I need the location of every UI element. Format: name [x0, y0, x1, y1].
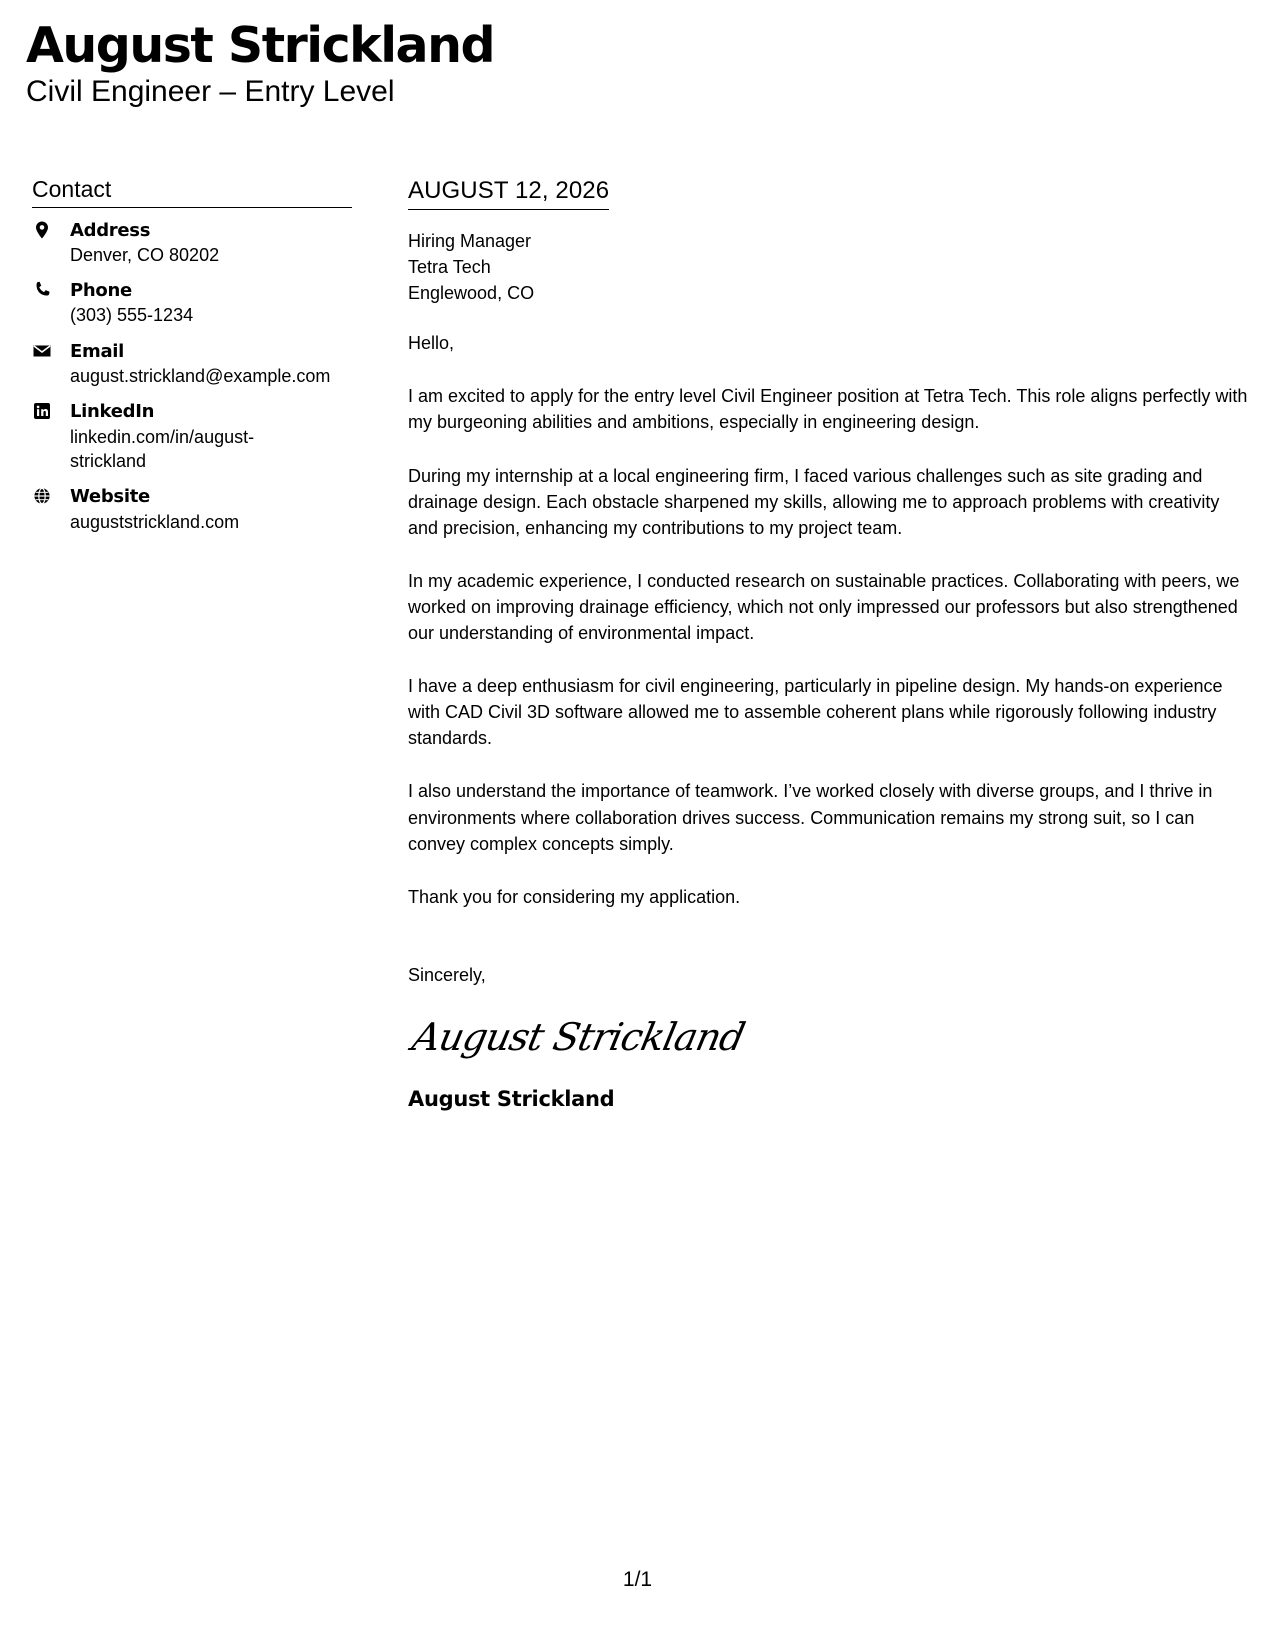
map-pin-icon — [32, 220, 52, 240]
contact-item-phone — [32, 279, 352, 328]
recipient-block — [408, 228, 1253, 306]
contact-sidebar — [32, 176, 352, 546]
handwritten-signature: August Strickland — [408, 1014, 749, 1059]
recipient-line: Hiring Manager — [408, 231, 532, 251]
website-label: Website — [70, 486, 150, 508]
contact-item-email — [32, 340, 352, 389]
linkedin-value[interactable]: linkedin.com/in/august-strickland — [70, 426, 255, 471]
body-paragraph: I have a deep enthusiasm for civil engineering, particularly in pipeline design. My hands-on experience with CAD Civil 3D software allowed me to assemble coherent plans while rigorously following industry standards. — [408, 676, 1223, 749]
website-value[interactable]: auguststrickland.com — [70, 511, 240, 532]
address-value: Denver, CO 80202 — [70, 244, 220, 265]
body-paragraph: I also understand the importance of teamwork. I’ve worked closely with diverse groups, and I thrive in environments where collaboration drives success. Communication remains my strong suit, so I can convey complex concepts simply. — [408, 781, 1213, 854]
body-paragraph: During my internship at a local engineering firm, I faced various challenges such as site grading and drainage design. Each obstacle sharpened my skills, allowing me to approach problems with creativity and precision, enhancing my contributions to my project team. — [408, 465, 1220, 538]
globe-icon — [32, 486, 52, 506]
job-title: Civil Engineer – Entry Level — [26, 74, 395, 108]
recipient-line: Tetra Tech — [408, 257, 491, 278]
contact-item-website — [32, 485, 352, 534]
letter-date: AUGUST 12, 2026 — [408, 176, 609, 210]
sign-off: Sincerely, — [408, 964, 486, 985]
address-label: Address — [70, 219, 151, 241]
linkedin-label: LinkedIn — [70, 401, 155, 423]
contact-item-linkedin — [32, 400, 352, 473]
envelope-icon — [32, 341, 52, 361]
resume-header — [26, 18, 494, 108]
email-label: Email — [70, 340, 125, 362]
body-paragraph: I am excited to apply for the entry level Civil Engineer position at Tetra Tech. This role aligns perfectly with my burgeoning abilities and ambitions, especially in engineering design. — [408, 386, 1248, 433]
applicant-name: August Strickland — [26, 17, 495, 74]
email-value: august.strickland@example.com — [70, 366, 331, 387]
contact-item-address — [32, 219, 352, 268]
phone-label: Phone — [70, 280, 132, 302]
contact-heading: Contact — [32, 176, 352, 208]
signer-name: August Strickland — [408, 1086, 615, 1111]
body-paragraph: In my academic experience, I conducted research on sustainable practices. Collaborating with peers, we worked on improving drainage efficiency, which not only impressed our professors but also strengthened our understanding of environmental impact. — [408, 570, 1240, 644]
greeting: Hello, — [408, 333, 455, 354]
linkedin-icon — [32, 401, 52, 421]
cover-letter — [408, 176, 1253, 1114]
closing-paragraph: Thank you for considering my application. — [408, 886, 741, 907]
phone-value: (303) 555-1234 — [70, 305, 194, 326]
phone-icon — [32, 280, 52, 300]
page-number: 1/1 — [622, 1568, 653, 1591]
recipient-line: Englewood, CO — [408, 283, 535, 304]
